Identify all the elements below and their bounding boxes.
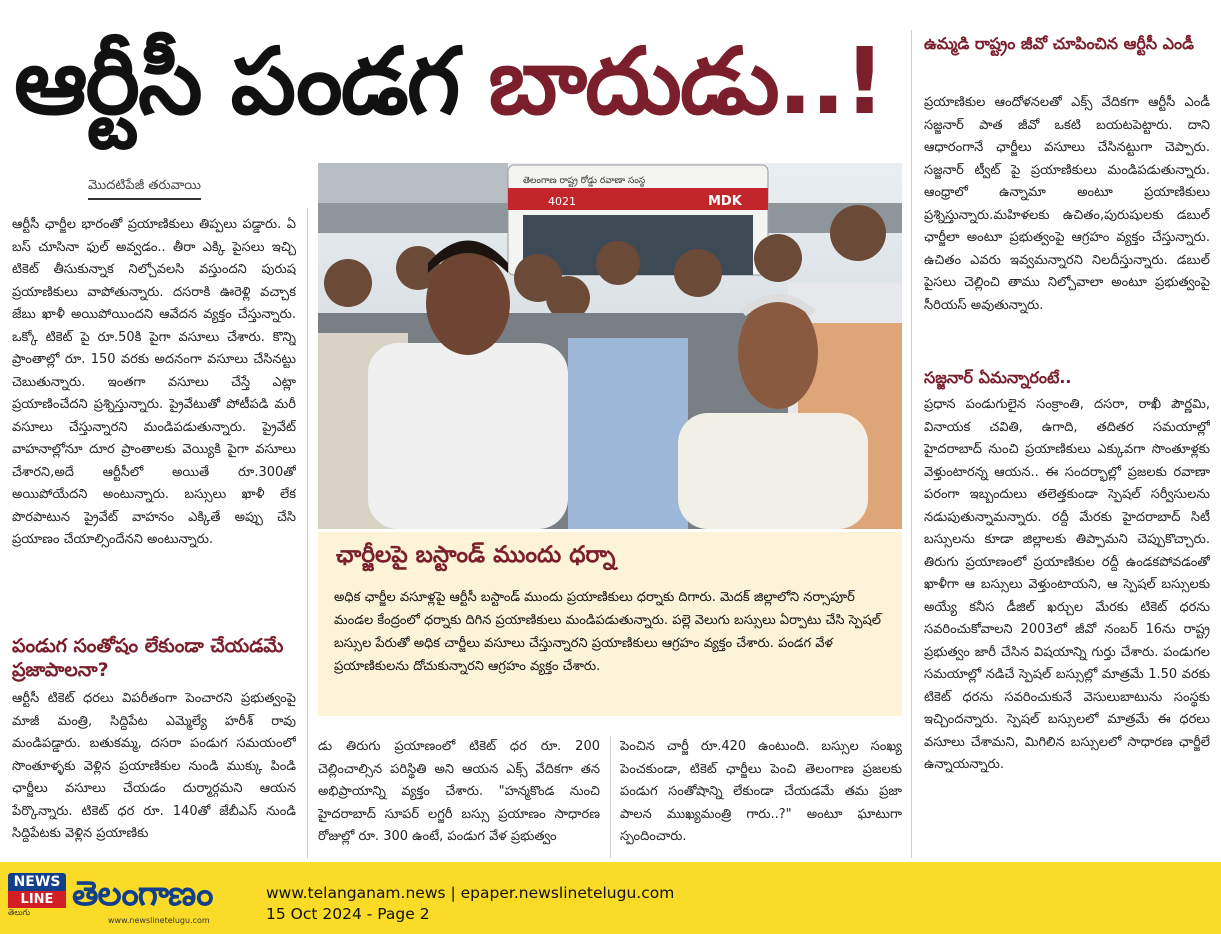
column-divider	[911, 30, 912, 858]
protest-photo-illustration	[318, 163, 902, 529]
middle-column-a: డు తిరుగు ప్రయాణంలో టికెట్ ధర రూ. 200 చెల్లించాల్సిన పరిస్థితి అని ఆయన ఎక్స్ వేదికగా తన అభిప్రాయాన్ని వ్యక్తం చేశారు. "హన్మకొండ నుంచి హైదరాబాద్ సూపర్ లగ్జరీ బస్సు ప్రయాణం సాధారణ రోజుల్లో రూ. 300 ఉంటే, పండుగ వేళ ప్రభుత్వం	[318, 739, 600, 844]
continued-from-label: మొదటిపేజీ తరువాయి	[88, 178, 201, 200]
page-headline	[14, 28, 884, 135]
caption-text: అధిక ఛార్జీల వసూళ్లపై ఆర్టీసీ బస్టాండ్ ముందు ప్రయాణికులు ధర్నాకు దిగారు. మెదక్ జిల్లాలోని నర్సాపూర్ మండల కేంద్రంలో ధర్నాకు దిగిన ప్రయాణికులు మండిపడుతున్నారు. పల్లె వెలుగు బస్సులు ఏర్పాటు చేసి స్పెషల్ బస్సుల పేరుతో అధిక చార్జీలు వసూలు చేస్తున్నారని ప్రయాణికులు ఆగ్రహం వ్యక్తం చేశారు. పండగ వేళ ప్రయాణికులను దోచుకున్నారని ఆగ్రహం వ్యక్తం చేశారు.	[334, 590, 881, 674]
right-column-paragraph-1: ప్రయాణికుల ఆందోళనలతో ఎక్స్ వేదికగా ఆర్టీసీ ఎండీ సజ్జనార్ పాత జీవో ఒకటి బయటపెట్టారు. దాని ఆధారంగానే ఛార్జీలు వసూలు చేసినట్టుగా చెప్పారు. సజ్జనార్ ట్వీట్ పై ప్రయాణికులు మండిపడుతున్నారు. ఆంధ్రాలో ఉన్నామా అంటూ ప్రయాణికులు ప్రశ్నిస్తున్నారు.మహిళలకు ఉచితం,పురుషులకు డబుల్ ఛార్జీలా అంటూ ప్రభుత్వంపై ఆగ్రహం వ్యక్తం చేస్తున్నారు. ఉచితం ఎవరు ఇవ్వమన్నారని నిలదీస్తున్నారు. డబుల్ పైసలు చెల్లించి తాము నిల్చోవాలా అంటూ ప్రభుత్వంపై సీరియస్ అవుతున్నారు.	[924, 95, 1210, 313]
brand-url: www.newslinetelugu.com	[108, 916, 210, 925]
headline-part1: ఆర్టీసీ పండగ	[14, 28, 459, 135]
footer-text	[266, 883, 674, 925]
logo-news-text: NEWS	[8, 873, 66, 891]
left-column-paragraph-2: ఆర్టీసీ టికెట్ ధరలు విపరీతంగా పెంచారని ప్రభుత్వంపై మాజీ మంత్రి, సిద్దిపేట ఎమ్మెల్యే హరీశ్ రావు మండిపడ్డారు. బతుకమ్మ, దసరా పండుగ సమయంలో సొంతూళ్ళకు వెళ్లిన ప్రయాణికుల నుండి ముక్కు పిండి ఛార్జీలు వసూలు చేయడం దుర్మార్గమని ఆయన పేర్కొన్నారు. టికెట్ ధర రూ. 140తో జేబీఎస్ నుండి సిద్దిపేటకు వెళ్లిన ప్రయాణికు	[12, 691, 296, 841]
logo-line-text: LINE	[8, 891, 66, 908]
logo-sub-text: తెలుగు	[8, 908, 31, 917]
headline-part2: బాదుడు..!	[488, 28, 884, 135]
bus-plate: 4021	[548, 195, 576, 208]
footer-date-page: 15 Oct 2024 - Page 2	[266, 905, 430, 923]
protest-photo	[318, 163, 902, 529]
left-column-paragraph-1: ఆర్టీసీ ఛార్జీల భారంతో ప్రయాణికులు తిప్పలు పడ్డారు. ఏ బస్ చూసినా ఫుల్ అవ్వడం.. తీరా ఎక్కి పైసలు ఇచ్చి టికెట్ తీసుకున్నాక నిల్చోవలసి వస్తుందని పురుష ప్రయాణికులు వాపోతున్నారు. దసరాకి ఊరెళ్లి వచ్చాక జేబు ఖాళీ అయిపోయిందని ఆవేదన వ్యక్తం చేస్తున్నారు. ఒక్కో టికెట్ పై రూ.50కి పైగా వసూలు చేశారు. కొన్ని ప్రాంతాల్లో రూ. 150 వరకు అదనంగా వసూలు చేసినట్టు చెబుతున్నారు. ఇంతగా వసూలు చేస్తే ఎట్లా ప్రయాణించేదని ప్రశ్నిస్తున్నారు. ప్రైవేటుతో పోటీపడి మరీ వసూలు చేస్తున్నారని మండిపడుతున్నారు. ప్రైవేట్ వాహనాల్లోనూ దూర ప్రాంతాలకు వెయ్యికి పైగా వసూలు చేశారని,అదే ఆర్టీసీలో అయితే రూ.300తో అయిపోయేదని అంటున్నారు. బస్సులు ఖాళీ లేక పొరపాటున ప్రైవేట్ వాహనం ఎక్కితే అప్పు చేసి ప్రయాణం చేయాల్సిందేనని అంటున్నారు.	[12, 217, 296, 547]
column-divider	[610, 736, 611, 858]
left-column-subhead: పండుగ సంతోషం లేకుండా చేయడమే ప్రజాపాలనా?	[12, 635, 284, 681]
bus-board: తెలంగాణ రాష్ట్ర రోడ్డు రవాణా సంస్థ	[523, 176, 646, 186]
right-column-paragraph-2: ప్రధాన పండుగులైన సంక్రాంతి, దసరా, రాఖీ పౌర్ణమి, వినాయక చవితి, ఉగాది, తదితర సమయాల్లో హైదరాబాద్ నుంచి ప్రయాణికులు ఎక్కువగా సొంతూళ్లకు వెళ్తుంటారన్న ఆయన.. ఈ సందర్భాల్లో ప్రజలకు రవాణా పరంగా ఇబ్బందులు తలెత్తకుండా స్పెషల్ సర్వీసులను నడుపుతున్నామన్నారు. రద్దీ మేరకు హైదరాబాద్ సిటీ బస్సులను కూడా జిల్లాలకు తిప్పామని చెప్పుకొచ్చారు. తిరుగు ప్రయాణంలో ప్రయాణికుల రద్దీ ఉండకపోవడంతో ఖాళీగా ఆ బస్సులు వెళ్తుంటాయని, ఆ స్పెషల్ బస్సులకు అయ్యే కనీస డీజిల్ ఖర్చుల మేరకు టికెట్ ధరను సవరించుకోవాలని 2003లో జీవో నంబర్ 16ను రాష్ట్ర ప్రభుత్వం జారీ చేసిన విషయాన్ని గుర్తు చేశారు. పండుగల సమయాల్లో నడిచే స్పెషల్ బస్సుల్లో మాత్రమే 1.50 వరకు టికెట్ ధరను సవరించుకునే వెసులుబాటును సంస్థకు ఇచ్చిందన్నారు. స్పెషల్ బస్సులలో మాత్రమే ఈ ధరలు వసూలు చేశామని, మిగిలిన బస్సులలో సాధారణ ఛార్జీలే ఉన్నాయన్నారు.	[924, 397, 1210, 772]
newsline-logo	[8, 873, 66, 921]
caption-title: ఛార్జీలపై బస్టాండ్ ముందు ధర్నా	[336, 542, 616, 568]
bus-route: MDK	[708, 194, 742, 209]
footer-websites: www.telanganam.news | epaper.newslinetelugu.com	[266, 884, 675, 902]
right-column-subhead-1: ఉమ్మడి రాష్ట్రం జీవో చూపించిన ఆర్టీసీ ఎండీ	[924, 34, 1194, 53]
telanganam-brand: తెలంగాణం	[72, 874, 213, 914]
middle-column-b: పెంచిన చార్జీ రూ.420 ఉంటుంది. బస్సుల సంఖ్య పెంచకుండా, టికెట్ ఛార్జీలు పెంచి తెలంగాణ ప్రజలకు పండుగ సంతోషాన్ని లేకుండా చేయడమే తమ ప్రజా పాలన ముఖ్యమంత్రి గారు..?" అంటూ ఘాటుగా స్పందించారు.	[620, 739, 902, 844]
column-divider	[307, 208, 308, 858]
right-column-subhead-2: సజ్జనార్ ఏమన్నారంటే..	[924, 368, 1072, 387]
